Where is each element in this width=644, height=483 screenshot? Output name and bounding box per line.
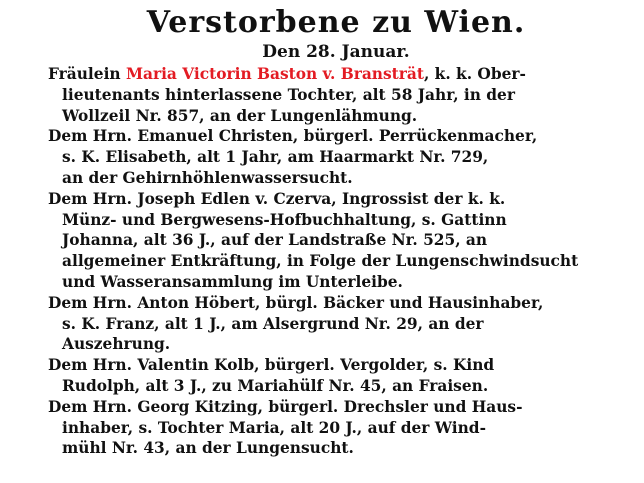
entry-text: Fräulein: [48, 65, 126, 83]
entry-line: Johanna, alt 36 J., auf der Landstraße Nr. 525, an: [62, 231, 488, 250]
entry-line: lieutenants hinterlassene Tochter, alt 58 Jahr, in der: [62, 85, 515, 104]
death-notice-entry: [48, 189, 624, 293]
entry-first-line: Dem Hrn. Valentin Kolb, bürgerl. Vergolder, s. Kind: [48, 356, 495, 375]
death-notice-entry: [48, 293, 624, 355]
entry-line: Auszehrung.: [62, 335, 171, 354]
entry-first-line: Dem Hrn. Emanuel Christen, bürgerl. Perrückenmacher,: [48, 127, 538, 146]
entry-first-line: Dem Hrn. Joseph Edlen v. Czerva, Ingrossist der k. k.: [48, 189, 506, 208]
death-notice-entry: [48, 64, 624, 126]
death-notice-entry: [48, 397, 624, 459]
death-notice-entry: [48, 126, 624, 188]
entry-line: s. K. Franz, alt 1 J., am Alsergrund Nr. 29, an der: [62, 314, 484, 333]
entry-line: Münz- und Bergwesens-Hofbuchhaltung, s. Gattinn: [62, 210, 507, 229]
entry-line: Rudolph, alt 3 J., zu Mariahülf Nr. 45, an Fraisen.: [62, 376, 489, 395]
entry-first-line: [48, 64, 624, 85]
entry-line: Wollzeil Nr. 857, an der Lungenlähmung.: [62, 106, 418, 125]
entry-first-line: Dem Hrn. Anton Höbert, bürgl. Bäcker und Hausinhaber,: [48, 293, 544, 312]
entry-line: inhaber, s. Tochter Maria, alt 20 J., auf der Wind-: [62, 418, 486, 437]
entry-line: und Wasseransammlung im Unterleibe.: [62, 272, 403, 291]
highlighted-name: Maria Victorin Baston v. Bransträt: [125, 65, 424, 83]
entry-line: mühl Nr. 43, an der Lungensucht.: [62, 439, 354, 458]
entry-first-line: Dem Hrn. Georg Kitzing, bürgerl. Drechsler und Haus-: [48, 397, 523, 416]
date-heading: Den 28. Januar.: [262, 42, 410, 62]
death-notice-entry: [48, 355, 624, 397]
entry-text: , k. k. Ober-: [423, 65, 526, 83]
page-title: Verstorbene zu Wien.: [146, 5, 526, 40]
entry-line: s. K. Elisabeth, alt 1 Jahr, am Haarmarkt Nr. 729,: [62, 148, 489, 167]
entry-line: allgemeiner Entkräftung, in Folge der Lungenschwindsucht: [62, 252, 579, 271]
entry-line: an der Gehirnhöhlenwassersucht.: [62, 168, 353, 187]
